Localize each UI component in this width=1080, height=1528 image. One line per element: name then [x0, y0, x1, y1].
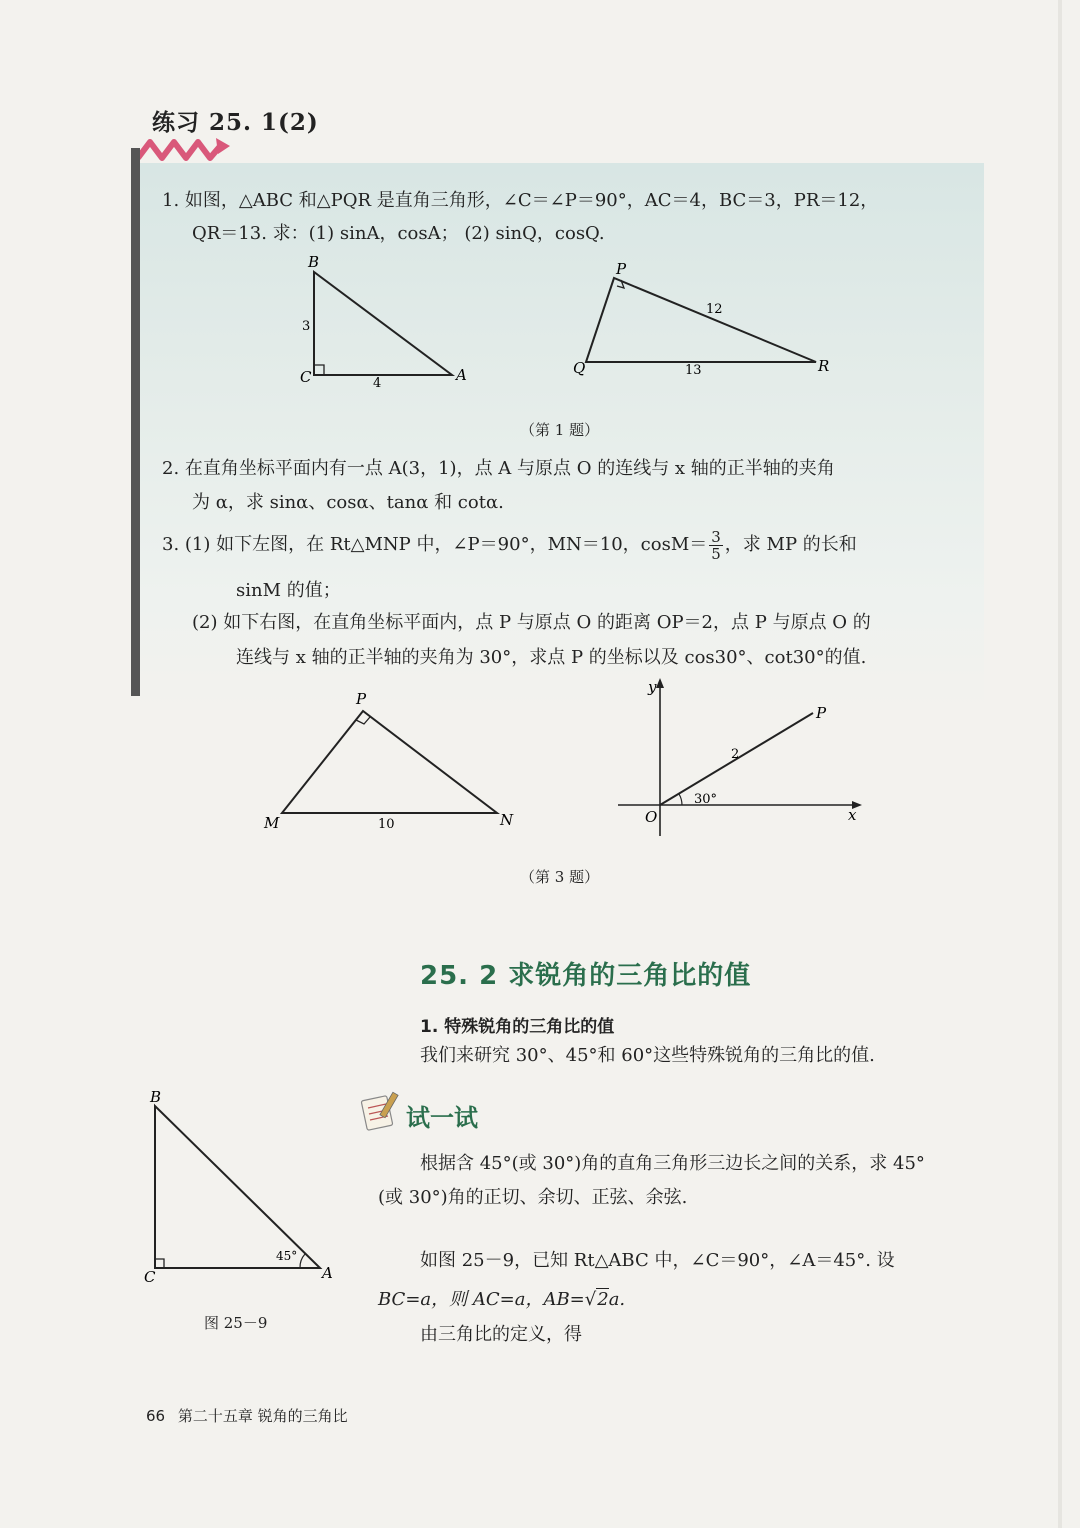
figure-25-9-caption: 图 25－9: [204, 1314, 268, 1332]
label-c: C: [300, 368, 312, 386]
label-p: P: [616, 260, 627, 278]
body-line-2: [378, 1283, 625, 1317]
label-q: Q: [573, 359, 586, 377]
label-o: O: [645, 808, 658, 826]
triangle-abc: [300, 253, 467, 391]
coordinate-plane: [618, 678, 862, 836]
chapter-title: 第二十五章 锐角的三角比: [177, 1407, 348, 1425]
zigzag-ornament-icon: [136, 134, 232, 164]
sqrt-radicand: 2: [597, 1289, 609, 1310]
label-c: C: [144, 1268, 156, 1286]
section-intro: 我们来研究 30°、45°和 60°这些特殊锐角的三角比的值.: [420, 1045, 875, 1066]
label-a: A: [322, 1264, 333, 1282]
body-line-1: 如图 25－9，已知 Rt△ABC 中，∠C＝90°，∠A＝45°. 设: [420, 1250, 895, 1271]
triangle-mnp: [263, 690, 514, 832]
page-edge: [1058, 0, 1062, 1528]
label-y: y: [648, 678, 657, 696]
label-angle-30: 30°: [694, 792, 718, 807]
label-ca: 4: [373, 376, 382, 391]
question-3-line-4: 连线与 x 轴的正半轴的夹角为 30°，求点 P 的坐标以及 cos30°、cot30°的值.: [236, 647, 867, 668]
question-3-text-a: 3. (1) 如下左图，在 Rt△MNP 中，∠P＝90°，MN＝10，cosM＝: [162, 534, 708, 555]
triangle-pqr: [573, 260, 829, 378]
question-1-line-1: 1. 如图，△ABC 和△PQR 是直角三角形，∠C＝∠P＝90°，AC＝4，BC＝3，PR＝12，: [162, 190, 879, 211]
label-bc: 3: [302, 319, 311, 334]
fraction-denominator: 5: [711, 544, 721, 563]
exercise-sidebar: [131, 148, 140, 696]
label-p: P: [356, 690, 367, 708]
page-number: 66: [146, 1407, 166, 1425]
question-2-line-1: 2. 在直角坐标平面内有一点 A(3，1)，点 A 与原点 O 的连线与 x 轴的正半轴的夹角: [162, 458, 835, 479]
try-it-title: 试一试: [406, 1104, 478, 1132]
label-b: B: [150, 1088, 162, 1106]
label-m: M: [264, 814, 280, 832]
section-title: 25. 2 求锐角的三角比的值: [420, 961, 752, 991]
question-3-text-b: ，求 MP 的长和: [724, 534, 857, 555]
fraction-numerator: 3: [711, 527, 721, 546]
question-3-line-2: sinM 的值；: [236, 580, 341, 601]
label-angle-45: 45°: [276, 1249, 298, 1263]
notepad-icon: [356, 1088, 402, 1134]
body-line-2-text-b: a.: [608, 1289, 626, 1310]
figure-25-9: [140, 1088, 340, 1288]
figure-3-caption: （第 3 题）: [520, 868, 600, 886]
try-line-1: 根据含 45°(或 30°)角的直角三角形三边长之间的关系，求 45°: [420, 1153, 925, 1174]
label-b: B: [308, 253, 320, 271]
label-op: 2: [731, 747, 740, 762]
body-line-3: 由三角比的定义，得: [420, 1324, 582, 1345]
try-line-2: (或 30°)角的正切、余切、正弦、余弦.: [378, 1187, 688, 1208]
label-mn: 10: [378, 817, 395, 832]
label-x: x: [848, 806, 857, 824]
figure-1: [290, 250, 850, 395]
figure-1-caption: （第 1 题）: [520, 421, 600, 439]
fraction-3-5: [709, 529, 723, 562]
subsection-title: 1. 特殊锐角的三角比的值: [420, 1017, 615, 1037]
exercise-title: 练习 25. 1(2): [152, 109, 319, 136]
page-footer: [146, 1405, 348, 1426]
label-pr: 12: [706, 302, 723, 317]
label-n: N: [500, 811, 514, 829]
label-r: R: [818, 357, 830, 375]
question-2-line-2: 为 α，求 sinα、cosα、tanα 和 cotα.: [192, 492, 504, 513]
question-1-line-2: QR＝13. 求：(1) sinA，cosA； (2) sinQ，cosQ.: [192, 223, 605, 244]
label-p2: P: [816, 704, 827, 722]
figure-3: [250, 676, 870, 841]
sqrt-sign: √: [584, 1289, 597, 1310]
question-3-line-3: (2) 如下右图，在直角坐标平面内，点 P 与原点 O 的距离 OP＝2，点 P 与原点 O 的: [192, 612, 871, 633]
label-qr: 13: [685, 363, 702, 378]
body-line-2-text-a: BC=a，则 AC=a，AB=: [378, 1289, 585, 1310]
label-a: A: [456, 366, 467, 384]
question-3-line-1: [162, 528, 857, 562]
